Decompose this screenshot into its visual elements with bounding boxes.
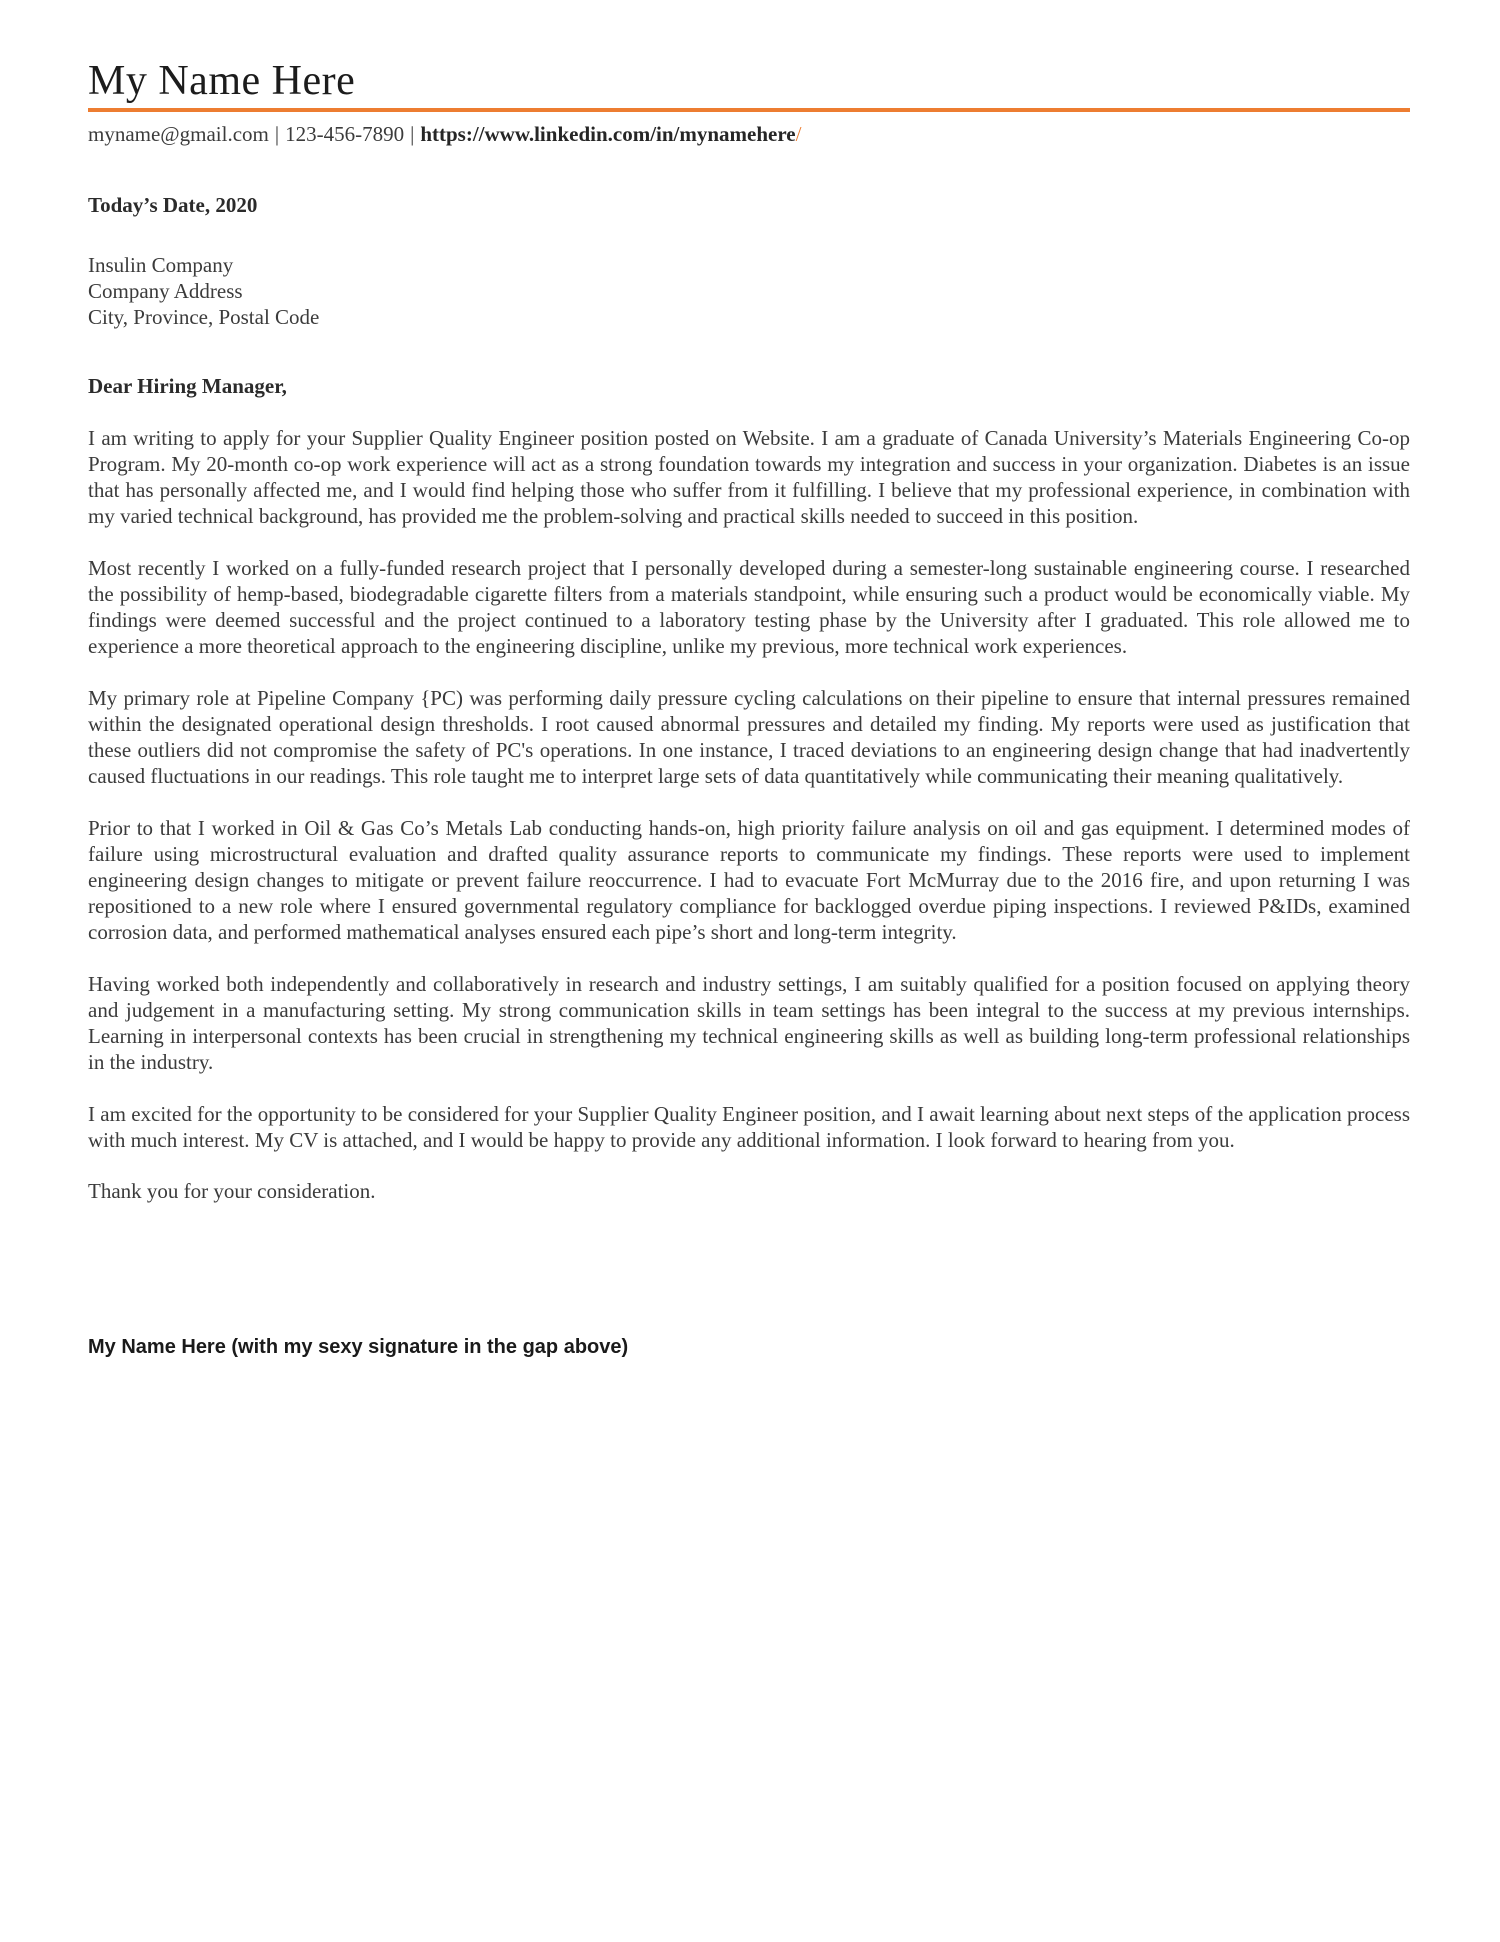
linkedin-trailing-slash: / [795,122,802,147]
recipient-address: Company Address [88,279,243,304]
closing-line: Thank you for your consideration. [88,1179,376,1204]
accent-divider [88,108,1410,112]
page-title: My Name Here [88,58,356,104]
recipient-company: Insulin Company [88,253,234,278]
linkedin-link[interactable]: https://www.linkedin.com/in/mynamehere [420,122,796,147]
body-paragraph-3: My primary role at Pipeline Company {PC) was performing daily pressure cycling calculations on their pipeline to ensure that internal pressures remained within the designated operational design thresholds. I root caused abnormal pressures and detailed my finding. My reports were used as justification that these outliers did not compromise the safety of PC's operations. In one instance, I traced deviations to an engineering design change that had inadvertently caused fluctuations in our readings. This role taught me to interpret large sets of data quantitatively while communicating their meaning qualitatively. [88,686,1410,789]
body-paragraph-5: Having worked both independently and collaboratively in research and industry settings, I am suitably qualified for a position focused on applying theory and judgement in a manufacturing setting. My strong communication skills in team settings has been integral to the success at my previous internships. Learning in interpersonal contexts has been crucial in strengthening my technical engineering skills as well as building long-term professional relationships in the industry. [88,972,1410,1075]
contact-line [88,122,1410,147]
recipient-city: City, Province, Postal Code [88,305,320,330]
body-paragraph-2: Most recently I worked on a fully-funded research project that I personally developed during a semester-long sustainable engineering course. I researched the possibility of hemp-based, biodegradable cigarette filters from a materials standpoint, while ensuring such a product would be economically viable. My findings were deemed successful and the project continued to a laboratory testing phase by the University after I graduated. This role allowed me to experience a more theoretical approach to the engineering discipline, unlike my previous, more technical work experiences. [88,556,1410,659]
signature-line: My Name Here (with my sexy signature in the gap above) [88,1336,629,1359]
letter-header [88,58,1410,147]
recipient-block [88,252,1410,330]
body-paragraph-1: I am writing to apply for your Supplier Quality Engineer position posted on Website. I am a graduate of Canada University’s Materials Engineering Co-op Program. My 20-month co-op work experience will act as a strong foundation towards my integration and success in your organization. Diabetes is an issue that has personally affected me, and I would find helping those who suffer from it fulfilling. I believe that my professional experience, in combination with my varied technical background, has provided me the problem-solving and practical skills needed to succeed in this position. [88,426,1410,529]
date-line: Today’s Date, 2020 [88,193,258,218]
letter-body [88,425,1410,1153]
email-text: myname@gmail.com [88,122,269,147]
contact-separator-1: | [274,122,280,147]
body-paragraph-6: I am excited for the opportunity to be considered for your Supplier Quality Engineer position, and I await learning about next steps of the application process with much interest. My CV is attached, and I would be happy to provide any additional information. I look forward to hearing from you. [88,1102,1410,1153]
contact-separator-2: | [410,122,415,147]
body-paragraph-4: Prior to that I worked in Oil & Gas Co’s Metals Lab conducting hands-on, high priority failure analysis on oil and gas equipment. I determined modes of failure using microstructural evaluation and drafted quality assurance reports to communicate my findings. These reports were used to implement engineering design changes to mitigate or prevent failure reoccurrence. I had to evacuate Fort McMurray due to the 2016 fire, and upon returning I was repositioned to a new role where I ensured governmental regulatory compliance for backlogged overdue piping inspections. I reviewed P&IDs, examined corrosion data, and performed mathematical analyses ensured each pipe’s short and long-term integrity. [88,816,1410,945]
phone-text: 123-456-7890 [285,122,405,147]
salutation: Dear Hiring Manager, [88,374,287,399]
